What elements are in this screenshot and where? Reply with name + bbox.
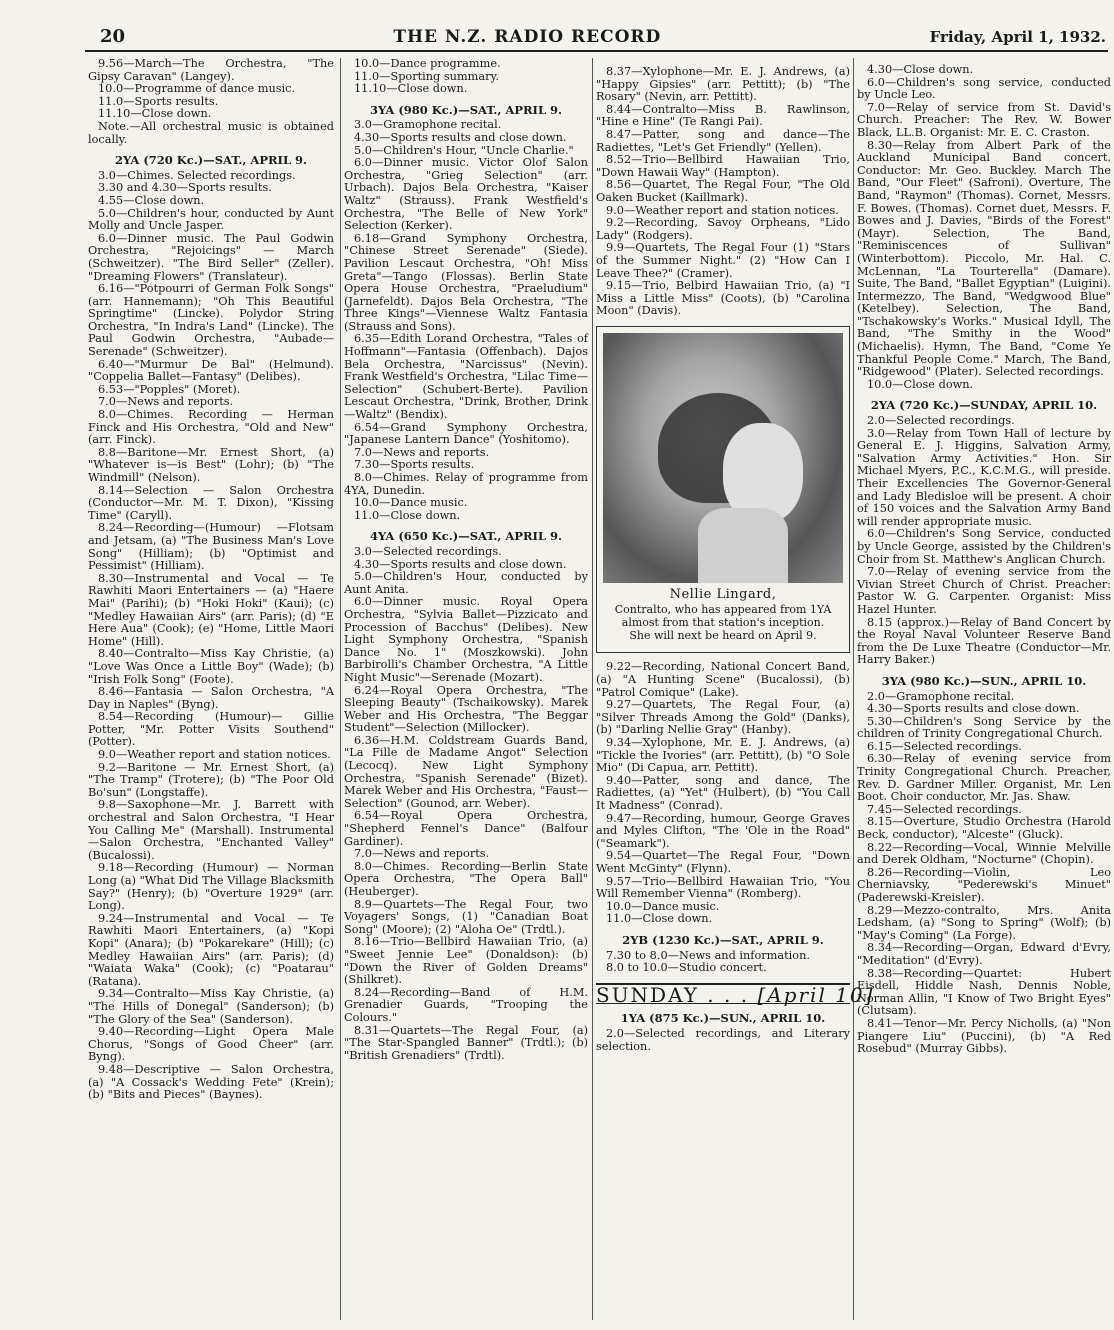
list-item: 6.54—Grand Symphony Orchestra, "Japanese Lantern Dance" (Yoshitomo). [344, 420, 588, 447]
list-item: 9.15—Trio, Belbird Hawaiian Trio, (a) "I Miss a Little Miss" (Coots), (b) "Carolina Moon" (Davis). [596, 279, 850, 318]
list-item: 2.0—Selected recordings, and Literary selection. [596, 1026, 850, 1053]
list-item: 8.56—Quartet, The Regal Four, "The Old Oaken Bucket (Kaillmark). [596, 178, 850, 204]
list-item: 8.9—Quartets—The Regal Four, two Voyagers' Songs, (1) "Canadian Boat Song" (Moore); (2) "Aloha Oe" (Trdtl.). [344, 897, 588, 936]
list-item: 9.18—Recording (Humour) — Norman Long (a) "What Did The Village Blacksmith Say?" (Henry); (b) "Overture 1929" (arr. Long). [88, 861, 334, 913]
list-item: 9.54—Quartet—The Regal Four, "Down Went McGinty" (Flynn). [596, 849, 850, 875]
section-title: 3YA (980 Kc.)—SUN., APRIL 10. [881, 673, 1087, 688]
masthead: THE N.Z. RADIO RECORD [393, 27, 662, 47]
list-item: 8.54—Recording (Humour)— Gillie Potter, "Mr. Potter Visits Southend" (Potter). [88, 710, 334, 749]
list-item: 8.44—Contralto—Miss B. Rawlinson, "Hine e Hine" (Te Rangi Pai). [596, 102, 850, 129]
col1-intro [88, 58, 334, 146]
list-item: 8.38—Recording—Quartet: Hubert Eisdell, Hiddle Nash, Dennis Noble, Norman Allin, "I Know of Two Bright Eyes" (Clutsam). [857, 966, 1111, 1018]
sunday-date: [April 10] [757, 982, 875, 1007]
list-item: 6.54—Royal Opera Orchestra, "Shepherd Fennel's Dance" (Balfour Gardiner). [344, 809, 588, 848]
list-item: 7.30 to 8.0—News and information. [606, 948, 810, 962]
list-item: 10.0—Close down. [867, 377, 974, 391]
list-item: 6.53—"Popples" (Moret). [98, 382, 241, 396]
list-item: 10.0—Dance music. [354, 496, 468, 510]
list-item: 2.0—Gramophone recital. [867, 689, 1015, 703]
list-item: 11.0—Close down. [354, 508, 461, 522]
list-item: 4.30—Sports results and close down. [354, 130, 567, 144]
header-rule [85, 50, 1108, 52]
list-item: 9.56—March—The Orchestra, "The Gipsy Caravan" (Langey). [88, 57, 334, 83]
list-item: 3.0—Selected recordings. [354, 544, 502, 558]
list-item: 6.0—Children's Song Service, conducted by Uncle George, assisted by the Children's Choir from St. Matthew's Anglican Church. [857, 527, 1111, 566]
photo-caption-name: Nellie Lingard, [669, 586, 777, 602]
list-item: 3.30 and 4.30—Sports results. [98, 181, 272, 195]
list-item: 7.0—News and reports. [354, 847, 490, 861]
list-item: 7.0—Relay of evening service from the Vivian Street Church of Christ. Preacher: Pastor W. G. Carpenter. Organist: Miss Hazel Hunter. [857, 565, 1111, 616]
list-item: 6.0—Dinner music. The Paul Godwin Orchestra, "Rejoicings" — March (Schweitzer). "The Bird Seller" (Zeller). "Dreaming Flowers" (Translateur). [88, 231, 334, 283]
list-item: 8.41—Tenor—Mr. Percy Nicholls, (a) "Non Piangere Liu" (Puccini), (b) "A Red Rosebud" (Murray Gibbs). [857, 1016, 1111, 1056]
list-item: 6.0—Dinner music. Victor Olof Salon Orchestra, "Grieg Selection" (arr. Urbach). Dajos Bela Orchestra, "Kaiser Waltz" (Strauss). Frank Westfield's Orchestra, "The Belle of New York" Selection (Kerker). [344, 156, 588, 233]
list-item: 9.0—Weather report and station notices. [606, 203, 839, 217]
column-3 [596, 65, 875, 1316]
list-item: 10.0—Dance programme. [354, 57, 501, 70]
list-item: 8.29—Mezzo-contralto, Mrs. Anita Ledsham, (a) "Song to Spring" (Wolf); (b) "May's Coming" (La Forge). [857, 903, 1111, 942]
list-item: 7.0—Relay of service from St. David's Church. Preacher: The Rev. W. Bower Black, LL.B. Organist: Mr. E. C. Craston. [857, 100, 1111, 139]
programme-list [88, 170, 334, 1102]
list-item: 4.55—Close down. [98, 193, 205, 207]
section-title: 2YB (1230 Kc.)—SAT., APRIL 9. [622, 932, 824, 947]
section-title: 2YA (720 Kc.)—SUNDAY, APRIL 10. [870, 398, 1098, 413]
list-item: 8.24—Recording—Band of H.M. Grenadier Guards, "Trooping the Colours." [344, 985, 588, 1024]
list-item: 9.8—Saxophone—Mr. J. Barrett with orchestral and Salon Orchestra, "I Hear You Calling Me" (Marshall). Instrumental—Salon Orchestra, "Enchanted Valley" (Bucalossi). [88, 798, 334, 862]
column-4 [857, 64, 1111, 1314]
section-title: 2YA (720 Kc.)—SAT., APRIL 9. [114, 153, 308, 168]
list-item: 8.16—Trio—Bellbird Hawaiian Trio, (a) "Sweet Jennie Lee" (Donaldson): (b) "Down the River of Golden Dreams" (Shilkret). [344, 935, 588, 987]
photo-caption: Contralto, who has appeared from 1YA almost from that station's inception. She will next be heard on April 9. [614, 603, 832, 643]
section-title: 3YA (980 Kc.)—SAT., APRIL 9. [369, 102, 563, 117]
list-item: 7.0—News and reports. [354, 445, 490, 459]
list-item: 8.52—Trio—Bellbird Hawaiian Trio, "Down Hawaii Way" (Hampton). [596, 153, 850, 179]
list-item: 8.0—Chimes. Recording — Herman Finck and His Orchestra, "Old and New" (arr. Finck). [88, 408, 334, 447]
section-title: 4YA (650 Kc.)—SAT., APRIL 9. [369, 529, 563, 544]
list-item: 4.30—Sports results and close down. [354, 557, 567, 571]
list-item: 8.0 to 10.0—Studio concert. [606, 961, 767, 975]
list-item: 11.0—Close down. [606, 912, 713, 926]
list-item: 6.0—Dinner music. Royal Opera Orchestra, "Sylvia Ballet—Pizzicato and Procession of Bacchus" (Delibes). New Light Symphony Orchestra, "Spanish Dance No. 1" (Moszkowski). John Barbirolli's Chamber Orchestra, "A Little Night Music"—Serenade (Mozart). [344, 595, 588, 684]
list-item: 9.24—Instrumental and Vocal — Te Rawhiti Maori Entertainers, (a) "Kopi Kopi" (Anara); (b) "Pokarekare" (Hill); (c) Medley Hawaiian Airs" (arr. Paris); (d) "Waiata Waka" (Cook); (c) "Poatarau" (Ratana). [88, 911, 334, 988]
list-item: 7.0—News and reports. [98, 395, 234, 409]
list-item: 6.0—Children's song service, conducted by Uncle Leo. [857, 75, 1111, 102]
list-item: 8.47—Patter, song and dance—The Radiettes, "Let's Get Friendly" (Yellen). [596, 127, 850, 154]
list-item: 6.40—"Murmur De Bal" (Helmund). "Coppelia Ballet—Fantasy" (Delibes). [88, 357, 334, 384]
list-item: 8.15—Overture, Studio Orchestra (Harold Beck, conductor), "Alceste" (Gluck). [857, 815, 1111, 842]
list-item: 8.40—Contralto—Miss Kay Christie, (a) "Love Was Once a Little Boy" (Wade); (b) "Irish Folk Song" (Foote). [88, 647, 334, 686]
list-item: 4.30—Sports results and close down. [867, 702, 1080, 716]
page-number: 20 [100, 26, 126, 47]
list-item: 6.30—Relay of evening service from Trinity Congregational Church. Preacher, Rev. D. Gardner Miller. Organist, Mr. Len Boot. Choir conductor, Mr. Jas. Shaw. [857, 752, 1111, 804]
list-item: 8.34—Recording—Organ, Edward d'Evry, "Meditation" (d'Evry). [857, 941, 1111, 967]
list-item: 11.10—Close down. [98, 107, 212, 121]
list-item: 9.40—Patter, song and dance, The Radiettes, (a) "Yet" (Hulbert), (b) "You Call It Madness" (Conrad). [596, 773, 850, 812]
list-item: 8.8—Baritone—Mr. Ernest Short, (a) "Whatever is—is Best" (Lohr); (b) "The Windmill" (Nelson). [88, 445, 334, 484]
list-item: 6.24—Royal Opera Orchestra, "The Sleeping Beauty" (Tschaikowsky). Marek Weber and His Orchestra, "The Beggar Student"—Selection (Millocker). [344, 683, 588, 735]
list-item: 8.30—Relay from Albert Park of the Auckland Municipal Band concert. Conductor: Mr. Geo. Buckley. March The Band, "Our Fleet" (Safroni). Overture, The Band, "Raymon" (Thomas). Cornet, Messrs. F. Bowes. (Thomas). Cornet duet, Messrs. F. Bowes and J. Davies, "Birds of the Forest" (Mayr). Selection, The Band, "Reminiscences of Sullivan" (Winterbottom). Piccolo, Mr. Hal. C. McLennan, "La Tourterella" (Damare). Suite, The Band, "Ballet Egyptian" (Luigini). Intermezzo, The Band, "Wedgwood Blue" (Ketelbey). Selection, The Band, "Tschakowsky's Works." Musical Idyll, The Band, "The Smithy in the Wood" (Michaelis). Hymn, The Band, "Come Ye Thankful People Come." March, The Band, "Ridgewood" (Plater). Selected recordings. [857, 138, 1111, 379]
list-item: 8.26—Recording—Violin, Leo Cherniavsky, "Pederewski's Minuet" (Paderewski-Kreisler). [857, 865, 1111, 904]
list-item: 3.0—Chimes. Selected recordings. [98, 168, 296, 182]
list-item: 11.0—Sports results. [98, 94, 219, 108]
list-item: 8.0—Chimes. Relay of programme from 4YA, Dunedin. [344, 471, 588, 497]
list-item: 7.45—Selected recordings. [867, 802, 1022, 816]
list-item: 8.22—Recording—Vocal, Winnie Melville and Derek Oldham, "Nocturne" (Chopin). [857, 840, 1111, 867]
list-item: 11.10—Close down. [354, 82, 468, 96]
portrait-photo [603, 333, 843, 583]
column-divider [592, 58, 593, 1320]
column-2 [344, 58, 588, 1320]
list-item: 9.2—Baritone — Mr. Ernest Short, (a) "The Tramp" (Trotere); (b) "The Poor Old Bo'sun" (Longstaffe). [88, 760, 334, 799]
list-item: 8.0—Chimes. Recording—Berlin State Opera Orchestra, "The Opera Ball" (Heuberger). [344, 859, 588, 898]
list-item: 11.0—Sporting summary. [354, 69, 499, 83]
list-item: 9.22—Recording, National Concert Band, (a) "A Hunting Scene" (Bucalossi), (b) "Patrol Comique" (Lake). [596, 660, 850, 699]
list-item: 9.2—Recording, Savoy Orpheans, "Lido Lady" (Rodgers). [596, 216, 850, 242]
list-item: 9.34—Xylophone, Mr. E. J. Andrews, (a) "Tickle the Ivories" (arr. Pettitt), (b) "O Sole Mio" (Di Capua, arr. Pettitt). [596, 736, 850, 775]
issue-date: Friday, April 1, 1932. [929, 28, 1106, 46]
list-item: 8.14—Selection — Salon Orchestra (Conductor—Mr. M. T. Dixon), "Kissing Time" (Caryll). [88, 483, 334, 522]
list-item: 8.30—Instrumental and Vocal — Te Rawhiti Maori Entertainers — (a) "Haere Mai" (Parihi); (b) "Hoki Hoki" (Kaui); (c) "Medley Hawaiian Airs" (arr. Paris); (d) "E Here Aua" (Cook); (e) "Home, Little Maori Home" (Hill). [88, 571, 334, 648]
column-1 [88, 58, 334, 1320]
list-item: 9.0—Weather report and station notices. [98, 748, 331, 762]
list-item: 9.57—Trio—Bellbird Hawaiian Trio, "You Will Remember Vienna" (Romberg). [596, 874, 850, 901]
list-item: 3.0—Relay from Town Hall of lecture by General E. J. Higgins, Salvation Army, "Salvation Army Activities." Hon. Sir Michael Myers, P.C., K.C.M.G., will preside. Their Excellencies The Governor-General and Lady Bledisloe will be present. A choir of 150 voices and the Salvation Army Band will render appropriate music. [857, 426, 1111, 528]
list-item: 5.0—Children's Hour, conducted by Aunt Anita. [344, 570, 588, 596]
list-item: 6.15—Selected recordings. [867, 739, 1022, 753]
portrait-figure [596, 326, 850, 654]
sunday-heading [596, 982, 875, 1007]
list-item: 10.0—Programme of dance music. [98, 82, 296, 96]
list-item: 8.24—Recording—(Humour) —Flotsam and Jetsam, (a) "The Business Man's Love Song" (Hilliam); (b) "Optimist and Pessimist" (Hilliam). [88, 521, 334, 573]
column-divider [853, 58, 854, 1320]
list-item: 4.30—Close down. [867, 63, 974, 76]
list-item: 9.27—Quartets, The Regal Four, (a) "Silver Threads Among the Gold" (Danks), (b) "Darling Nellie Gray" (Hanby). [596, 698, 850, 737]
list-item: 9.9—Quartets, The Regal Four (1) "Stars of the Summer Night." (2) "How Can I Leave Thee?" (Cramer). [596, 241, 850, 280]
list-item: Note.—All orchestral music is obtained locally. [88, 119, 334, 146]
list-item: 8.31—Quartets—The Regal Four, (a) "The Star-Spangled Banner" (Trdtl.); (b) "British Grenadiers" (Trdtl). [344, 1023, 588, 1062]
list-item: 5.0—Children's Hour, "Uncle Charlie." [354, 143, 574, 157]
list-item: 9.47—Recording, humour, George Graves and Myles Clifton, "The 'Ole in the Road" ("Seamark"). [596, 811, 850, 850]
page-header [100, 26, 1106, 50]
list-item: 9.40—Recording—Light Opera Male Chorus, "Songs of Good Cheer" (arr. Byng). [88, 1025, 334, 1064]
list-item: 5.30—Children's Song Service by the children of Trinity Congregational Church. [857, 714, 1111, 741]
list-item: 6.35—Edith Lorand Orchestra, "Tales of Hoffmann"—Fantasia (Offenbach). Dajos Bela Orchestra, "Narcissus" (Nevin). Frank Westfield's Orchestra, "Lilac Time—Selection" (Schubert-Berte). Pavilion Lescaut Orchestra, "Drink, Brother, Drink—Waltz" (Bendix). [344, 332, 588, 422]
section-title: 1YA (875 Kc.)—SUN., APRIL 10. [620, 1011, 826, 1026]
list-item: 2.0—Selected recordings. [867, 414, 1015, 428]
column-divider [340, 58, 341, 1320]
list-item: 9.34—Contralto—Miss Kay Christie, (a) "The Hills of Donegal" (Sanderson); (b) "The Glory of the Sea" (Sanderson). [88, 987, 334, 1026]
list-item: 6.18—Grand Symphony Orchestra, "Chinese Street Serenade" (Siede). Pavilion Lescaut Orchestra, "Oh! Miss Greta"—Tango (Flossas). Berlin State Opera House Orchestra, "Praeludium" (Jarnefeldt). Dajos Bela Orchestra, "The Three Kings"—Viennese Waltz Fantasia (Strauss and Sons). [344, 231, 588, 333]
list-item: 9.48—Descriptive — Salon Orchestra, (a) "A Cossack's Wedding Fete" (Krein); (b) "Bits and Pieces" (Baynes). [88, 1062, 334, 1102]
list-item: 5.0—Children's hour, conducted by Aunt Molly and Uncle Jasper. [88, 206, 334, 233]
list-item: 10.0—Dance music. [606, 899, 720, 913]
list-item: 6.36—H.M. Coldstream Guards Band, "La Fille de Madame Angot" Selection (Lecocq). New Light Symphony Orchestra, "Spanish Serenade" (Bizet). Marek Weber and His Orchestra, "Faust—Selection" (Gounod, arr. Weber). [344, 733, 588, 810]
list-item: 8.46—Fantasia — Salon Orchestra, "A Day in Naples" (Byng). [88, 685, 334, 711]
list-item: 8.37—Xylophone—Mr. E. J. Andrews, (a) "Happy Gipsies" (arr. Pettitt); (b) "The Rosary" (Nevin, arr. Pettitt). [596, 65, 850, 104]
sunday-word: SUNDAY . . . [596, 982, 750, 1007]
list-item: 8.15 (approx.)—Relay of Band Concert by the Royal Naval Volunteer Reserve Band from the De Luxe Theatre (Conductor—Mr. Harry Baker.) [857, 615, 1111, 667]
list-item: 6.16—"Potpourri of German Folk Songs" (arr. Hannemann); "Oh This Beautiful Springtime" (Lincke). Polydor String Orchestra, "In Indra's Land" (Lincke). The Paul Godwin Orchestra, "Aubade—Serenade" (Schweitzer). [88, 282, 334, 359]
list-item: 7.30—Sports results. [354, 458, 475, 472]
list-item: 3.0—Gramophone recital. [354, 118, 502, 132]
